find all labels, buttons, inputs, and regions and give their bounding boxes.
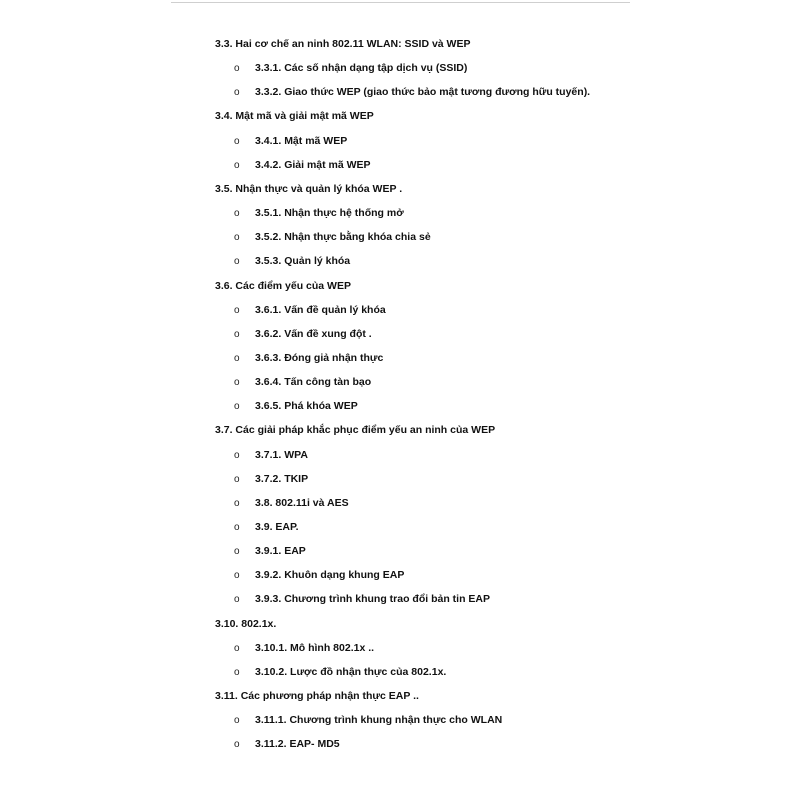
bullet-circle-icon: o — [234, 304, 240, 316]
toc-entry-text: 3.10.2. Lược đồ nhận thực của 802.1x. — [255, 665, 447, 678]
bullet-circle-icon: o — [234, 328, 240, 340]
toc-entry-text: 3.10. 802.1x. — [215, 617, 277, 630]
toc-entry-text: 3.11.1. Chương trình khung nhận thực cho WLAN — [255, 714, 503, 727]
toc-section-heading — [215, 278, 351, 294]
toc-subsection-item — [234, 157, 371, 173]
bullet-circle-icon: o — [234, 135, 240, 147]
toc-entry-text: 3.9.2. Khuôn dạng khung EAP — [255, 569, 405, 582]
bullet-circle-icon: o — [234, 473, 240, 485]
bullet-circle-icon: o — [234, 715, 240, 727]
bullet-circle-icon: o — [234, 497, 240, 509]
toc-entry-text: 3.11. Các phương pháp nhận thực EAP .. — [215, 690, 419, 702]
toc-subsection-item — [234, 447, 308, 463]
toc-section-heading — [215, 422, 495, 438]
bullet-circle-icon: o — [234, 522, 240, 533]
toc-subsection-item — [234, 398, 358, 414]
toc-entry-text: 3.6.2. Vấn đề xung đột . — [255, 327, 372, 340]
bullet-circle-icon: o — [234, 449, 240, 461]
toc-section-heading — [215, 181, 402, 197]
toc-subsection-item — [234, 60, 467, 76]
toc-entry-text: 3.9.1. EAP — [255, 545, 306, 558]
toc-entry-text: 3.6.1. Vấn đề quản lý khóa — [255, 303, 386, 316]
toc-subsection-item — [234, 374, 371, 390]
bullet-circle-icon: o — [234, 666, 240, 678]
toc-section-heading — [215, 688, 419, 704]
toc-entry-text: 3.4.2. Giải mật mã WEP — [255, 158, 371, 171]
toc-section-heading — [215, 36, 470, 52]
toc-subsection-item — [234, 640, 374, 656]
toc-entry-text: 3.4.1. Mật mã WEP — [255, 134, 348, 147]
bullet-circle-icon: o — [234, 208, 240, 219]
bullet-circle-icon: o — [234, 546, 240, 558]
toc-entry-text: 3.5. Nhận thực và quản lý khóa WEP . — [215, 182, 403, 195]
toc-entry-text: 3.6.5. Phá khóa WEP — [255, 400, 358, 413]
toc-entry-text: 3.6.3. Đóng giả nhận thực — [255, 351, 384, 364]
bullet-circle-icon: o — [234, 739, 240, 751]
bullet-circle-icon: o — [234, 594, 240, 606]
toc-entry-text: 3.8. 802.11i và AES — [255, 496, 349, 509]
toc-subsection-item — [234, 302, 386, 318]
bullet-circle-icon: o — [234, 232, 240, 244]
toc-entry-text: 3.5.2. Nhận thực bằng khóa chia sẻ — [255, 231, 431, 244]
bullet-circle-icon: o — [234, 642, 240, 654]
toc-subsection-item — [234, 253, 350, 269]
toc-entry-text: 3.3. Hai cơ chế an ninh 802.11 WLAN: SSID và WEP — [215, 38, 471, 50]
toc-subsection-item — [234, 326, 372, 342]
toc-subsection-item — [234, 736, 340, 752]
toc-subsection-item — [234, 205, 404, 221]
toc-entry-text: 3.5.3. Quản lý khóa — [255, 255, 351, 268]
toc-subsection-item — [234, 519, 299, 535]
toc-entry-text: 3.10.1. Mô hình 802.1x .. — [255, 641, 375, 654]
toc-entry-text: 3.9. EAP. — [255, 521, 299, 533]
bullet-circle-icon: o — [234, 401, 240, 413]
toc-entry-text: 3.6. Các điểm yếu của WEP — [215, 279, 351, 292]
toc-entry-text: 3.5.1. Nhận thực hệ thống mở — [255, 207, 404, 219]
bullet-circle-icon: o — [234, 87, 240, 99]
toc-subsection-item — [234, 471, 308, 487]
bullet-circle-icon: o — [234, 570, 240, 582]
toc-section-heading — [215, 108, 374, 124]
toc-entry-text: 3.3.1. Các số nhận dạng tập dịch vụ (SSID) — [255, 62, 468, 75]
bullet-circle-icon: o — [234, 159, 240, 171]
toc-entry-text: 3.7. Các giải pháp khắc phục điểm yếu an ninh của WEP — [215, 424, 496, 437]
toc-subsection-item — [234, 495, 349, 511]
bullet-circle-icon: o — [234, 63, 240, 75]
toc-section-heading — [215, 616, 276, 632]
toc-entry-text: 3.6.4. Tấn công tàn bạo — [255, 376, 372, 389]
toc-subsection-item — [234, 543, 306, 559]
toc-subsection-item — [234, 229, 431, 245]
toc-subsection-item — [234, 133, 347, 149]
toc-entry-text: 3.7.2. TKIP — [255, 472, 309, 485]
toc-subsection-item — [234, 591, 490, 607]
bullet-circle-icon: o — [234, 377, 240, 389]
toc-subsection-item — [234, 350, 383, 366]
toc-entry-text: 3.9.3. Chương trình khung trao đổi bản tin EAP — [255, 593, 490, 606]
bullet-circle-icon: o — [234, 352, 240, 364]
toc-subsection-item — [234, 84, 590, 100]
toc-subsection-item — [234, 664, 446, 680]
toc-entry-text: 3.3.2. Giao thức WEP (giao thức bảo mật tương đương hữu tuyến). — [255, 86, 591, 99]
bullet-circle-icon: o — [234, 256, 240, 268]
toc-subsection-item — [234, 567, 404, 583]
toc-entry-text: 3.4. Mật mã và giải mật mã WEP — [215, 110, 374, 123]
toc-subsection-item — [234, 712, 502, 728]
toc-entry-text: 3.11.2. EAP- MD5 — [255, 738, 340, 751]
toc-entry-text: 3.7.1. WPA — [255, 448, 308, 461]
